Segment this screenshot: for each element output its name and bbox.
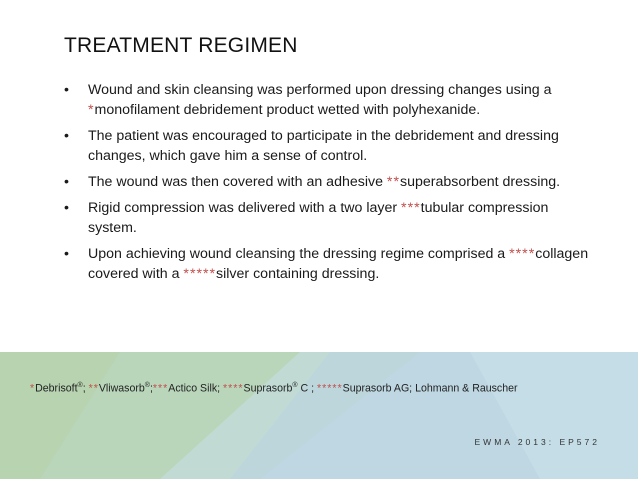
bullet-text-end: silver containing dressing. — [216, 266, 380, 282]
bullet-item — [64, 80, 594, 120]
asterisk-mark: ***** — [317, 382, 343, 395]
bullet-item — [64, 244, 594, 284]
conference-reference: EWMA 2013: EP572 — [474, 437, 600, 447]
registered-mark: ® — [144, 382, 150, 389]
bullet-icon: • — [64, 128, 69, 144]
bullet-text-cont: tubular compression system. — [88, 200, 549, 236]
slide-title: TREATMENT REGIMEN — [64, 34, 298, 57]
bullet-icon: • — [64, 200, 69, 216]
bullet-text-cont: collagen covered with a — [88, 246, 589, 282]
bullet-text: Wound and skin cleansing was performed upon dressing changes using a — [88, 82, 552, 98]
asterisk-mark: * — [30, 382, 36, 395]
bullet-text-cont: monofilament debridement product wetted with polyhexanide. — [94, 102, 481, 118]
bullet-icon: • — [64, 246, 69, 262]
bullet-item — [64, 198, 594, 238]
asterisk-mark: * — [88, 102, 95, 118]
asterisk-mark: *** — [152, 382, 169, 395]
asterisk-mark: **** — [223, 382, 244, 395]
bullet-item — [64, 126, 594, 166]
bullet-text: The patient was encouraged to participate in the debridement and dressing changes, which gave him a sense of control. — [88, 128, 559, 164]
bullet-icon: • — [64, 174, 69, 190]
separator: C ; — [297, 382, 318, 395]
decorative-band — [0, 352, 638, 479]
footnote — [30, 382, 630, 395]
asterisk-mark: ***** — [183, 266, 217, 282]
bullet-list — [64, 80, 594, 290]
bullet-text: The wound was then covered with an adhesive — [88, 174, 387, 190]
asterisk-mark: **** — [509, 246, 536, 262]
bullet-text: Rigid compression was delivered with a two layer — [88, 200, 402, 216]
product-name: Suprasorb AG; Lohmann & Rauscher — [342, 382, 518, 395]
bullet-text: Upon achieving wound cleansing the dressing regime comprised a — [88, 246, 510, 262]
product-name: Vliwasorb — [98, 382, 145, 395]
asterisk-mark: *** — [401, 200, 421, 216]
asterisk-mark: ** — [88, 382, 99, 395]
product-name: Actico Silk; — [168, 382, 224, 395]
separator: ; — [82, 382, 89, 395]
product-name: Suprasorb — [243, 382, 293, 395]
registered-mark: ® — [292, 382, 298, 389]
separator: ; — [149, 382, 153, 395]
asterisk-mark: ** — [386, 174, 400, 190]
band-shapes — [0, 352, 638, 479]
registered-mark: ® — [77, 382, 83, 389]
bullet-item — [64, 172, 594, 192]
product-name: Debrisoft — [35, 382, 78, 395]
bullet-icon: • — [64, 82, 69, 98]
bullet-text-cont: superabsorbent dressing. — [399, 174, 561, 190]
